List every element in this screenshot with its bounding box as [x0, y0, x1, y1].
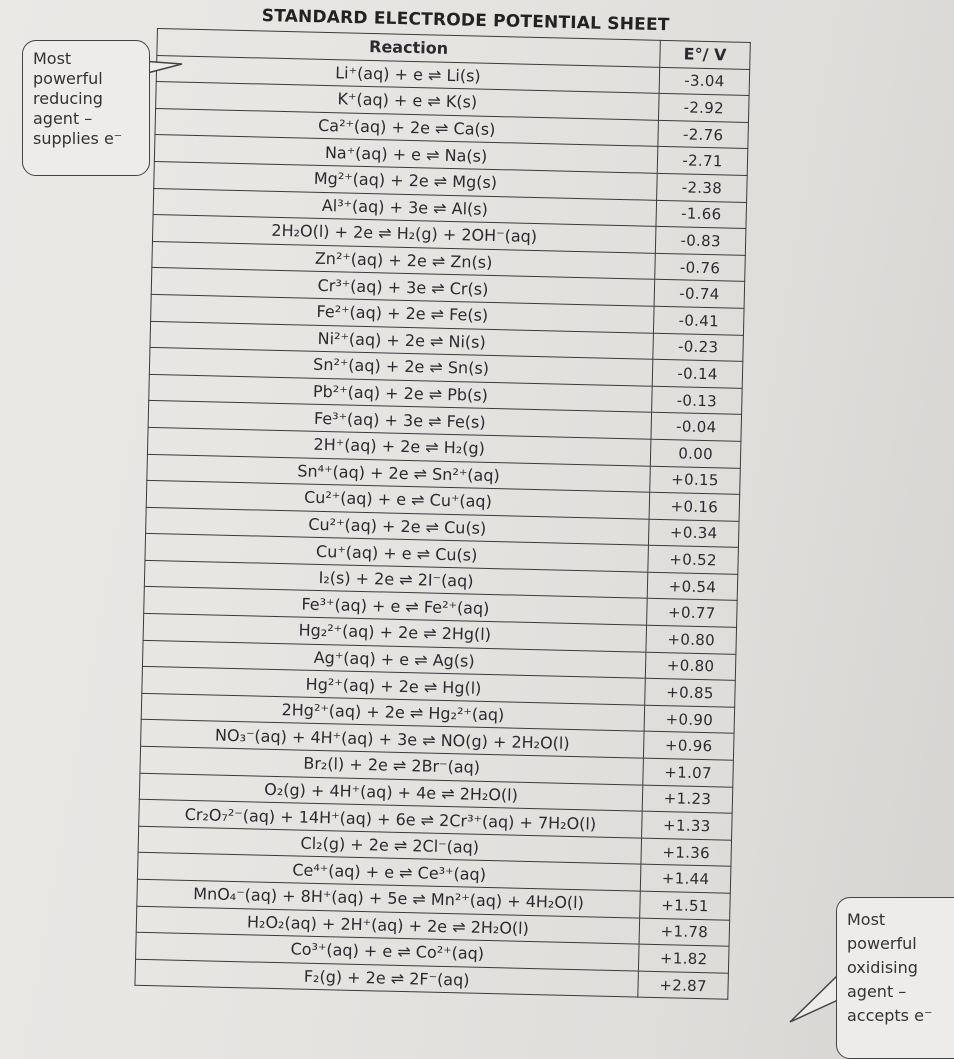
callout-line: supplies e⁻: [33, 129, 123, 148]
potential-cell: +0.34: [648, 519, 739, 548]
potential-column-header: E°/ V: [660, 40, 751, 69]
potential-cell: +0.15: [650, 466, 741, 495]
reaction-cell: Cu⁺(aq) + e ⇌ Cu(s): [145, 534, 648, 572]
reaction-cell: Hg₂²⁺(aq) + 2e ⇌ 2Hg(l): [143, 613, 646, 651]
reaction-cell: F₂(g) + 2e ⇌ 2F⁻(aq): [135, 959, 638, 997]
potential-cell: +1.36: [641, 838, 732, 867]
callout-line: Most: [33, 49, 72, 68]
potential-cell: +1.51: [640, 891, 731, 920]
reaction-cell: 2Hg²⁺(aq) + 2e ⇌ Hg₂²⁺(aq): [141, 693, 644, 731]
reaction-cell: Br₂(l) + 2e ⇌ 2Br⁻(aq): [140, 746, 643, 784]
reaction-cell: Ca²⁺(aq) + 2e ⇌ Ca(s): [155, 108, 658, 146]
reaction-cell: Mg²⁺(aq) + 2e ⇌ Mg(s): [154, 161, 657, 199]
reaction-cell: Cu²⁺(aq) + e ⇌ Cu⁺(aq): [146, 480, 649, 518]
callout-line: reducing: [33, 89, 103, 108]
potential-cell: -3.04: [659, 67, 750, 96]
potential-cell: +2.87: [638, 971, 729, 1000]
potential-cell: +0.54: [647, 572, 738, 601]
reaction-column-header: Reaction: [157, 29, 660, 67]
reaction-cell: Al³⁺(aq) + 3e ⇌ Al(s): [153, 188, 656, 226]
reaction-cell: Hg²⁺(aq) + 2e ⇌ Hg(l): [142, 667, 645, 705]
potential-cell: +1.23: [642, 785, 733, 814]
callout-line: Most: [847, 910, 886, 929]
callout-line: agent –: [847, 982, 907, 1001]
reaction-cell: NO₃⁻(aq) + 4H⁺(aq) + 3e ⇌ NO(g) + 2H₂O(l): [141, 720, 644, 758]
reaction-cell: Cr³⁺(aq) + 3e ⇌ Cr(s): [151, 268, 654, 306]
potential-cell: -2.71: [657, 147, 748, 176]
potential-cell: -2.38: [657, 173, 748, 202]
potential-cell: -0.74: [654, 280, 745, 309]
callout-line: accepts e⁻: [847, 1006, 933, 1025]
potential-cell: +1.78: [639, 918, 730, 947]
reaction-cell: Li⁺(aq) + e ⇌ Li(s): [156, 55, 659, 93]
potential-cell: +0.16: [649, 492, 740, 521]
reaction-cell: 2H₂O(l) + 2e ⇌ H₂(g) + 2OH⁻(aq): [152, 215, 655, 253]
reaction-cell: Pb²⁺(aq) + 2e ⇌ Pb(s): [149, 374, 652, 412]
reaction-cell: Cl₂(g) + 2e ⇌ 2Cl⁻(aq): [138, 826, 641, 864]
reaction-cell: K⁺(aq) + e ⇌ K(s): [156, 82, 659, 120]
callout-line: powerful: [33, 69, 103, 88]
potential-cell: 0.00: [650, 439, 741, 468]
reaction-cell: Sn²⁺(aq) + 2e ⇌ Sn(s): [149, 348, 652, 386]
reaction-cell: H₂O₂(aq) + 2H⁺(aq) + 2e ⇌ 2H₂O(l): [136, 906, 639, 944]
reaction-cell: Fe³⁺(aq) + e ⇌ Fe²⁺(aq): [144, 587, 647, 625]
potential-cell: -0.41: [653, 306, 744, 335]
reaction-cell: Fe²⁺(aq) + 2e ⇌ Fe(s): [151, 294, 654, 332]
reaction-cell: Cr₂O₇²⁻(aq) + 14H⁺(aq) + 6e ⇌ 2Cr³⁺(aq) + 7H₂O(l): [139, 800, 642, 838]
reaction-cell: MnO₄⁻(aq) + 8H⁺(aq) + 5e ⇌ Mn²⁺(aq) + 4H₂O(l): [137, 879, 640, 917]
potential-cell: +0.85: [645, 678, 736, 707]
potential-cell: -0.76: [655, 253, 746, 282]
reducing-agent-callout: [22, 40, 150, 176]
reaction-cell: Zn²⁺(aq) + 2e ⇌ Zn(s): [152, 241, 655, 279]
potential-cell: +0.80: [645, 652, 736, 681]
potential-cell: -2.76: [658, 120, 749, 149]
potential-cell: +1.33: [642, 811, 733, 840]
potential-cell: +0.96: [643, 732, 734, 761]
potential-cell: +1.82: [638, 944, 729, 973]
potential-cell: +1.07: [643, 758, 734, 787]
potential-cell: +0.77: [647, 599, 738, 628]
callout-line: agent –: [33, 109, 93, 128]
page-title: STANDARD ELECTRODE POTENTIAL SHEET: [261, 6, 670, 36]
potential-cell: -2.92: [658, 94, 749, 123]
reaction-cell: Sn⁴⁺(aq) + 2e ⇌ Sn²⁺(aq): [147, 454, 650, 492]
potential-cell: -1.66: [656, 200, 747, 229]
oxidising-agent-callout: [836, 897, 954, 1059]
callout-line: powerful: [847, 934, 917, 953]
potential-cell: +0.80: [646, 625, 737, 654]
reaction-cell: I₂(s) + 2e ⇌ 2I⁻(aq): [144, 560, 647, 598]
reaction-cell: Na⁺(aq) + e ⇌ Na(s): [154, 135, 657, 173]
potential-cell: -0.04: [651, 413, 742, 442]
potential-cell: -0.14: [652, 359, 743, 388]
reaction-cell: Fe³⁺(aq) + 3e ⇌ Fe(s): [148, 401, 651, 439]
oxidising-callout-pointer: [790, 975, 838, 1022]
potential-cell: -0.83: [655, 226, 746, 255]
reaction-cell: Cu²⁺(aq) + 2e ⇌ Cu(s): [146, 507, 649, 545]
reaction-cell: Co³⁺(aq) + e ⇌ Co²⁺(aq): [136, 932, 639, 970]
reaction-cell: 2H⁺(aq) + 2e ⇌ H₂(g): [147, 427, 650, 465]
reaction-cell: Ce⁴⁺(aq) + e ⇌ Ce³⁺(aq): [137, 853, 640, 891]
potential-cell: +0.90: [644, 705, 735, 734]
potential-cell: -0.23: [653, 333, 744, 362]
reaction-cell: O₂(g) + 4H⁺(aq) + 4e ⇌ 2H₂O(l): [139, 773, 642, 811]
potential-cell: +1.44: [640, 865, 731, 894]
callout-line: oxidising: [847, 958, 918, 977]
reaction-cell: Ag⁺(aq) + e ⇌ Ag(s): [142, 640, 645, 678]
potential-cell: +0.52: [648, 546, 739, 575]
reaction-cell: Ni²⁺(aq) + 2e ⇌ Ni(s): [150, 321, 653, 359]
potential-cell: -0.13: [652, 386, 743, 415]
